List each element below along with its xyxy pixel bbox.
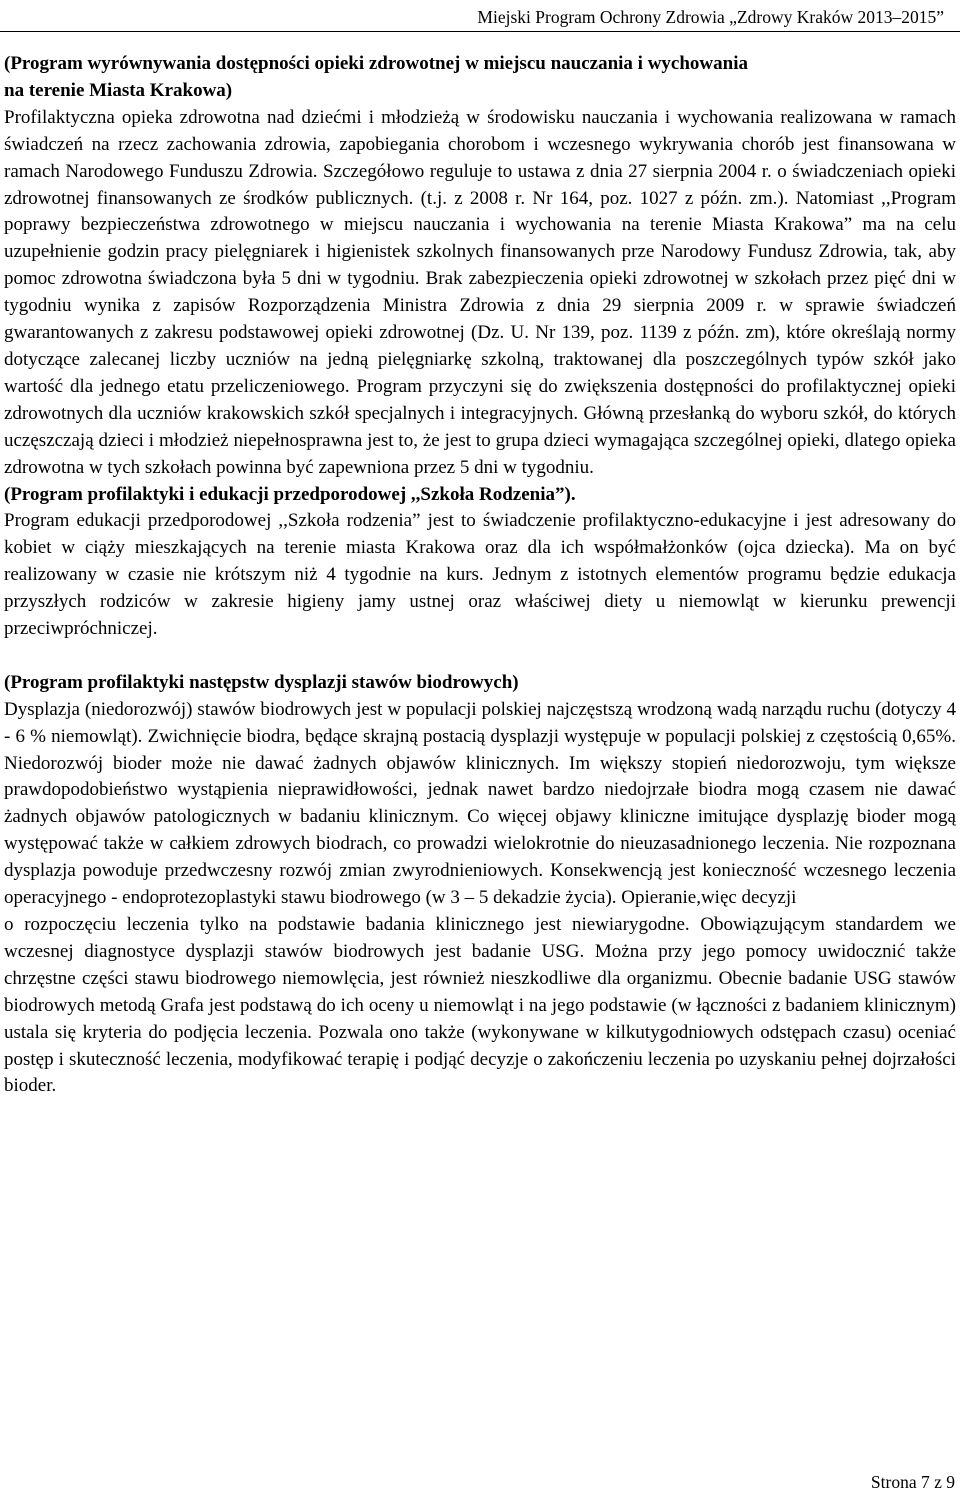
section-heading-line: na terenie Miasta Krakowa) [4, 79, 233, 101]
page-header [0, 6, 944, 28]
document-title: Miejski Program Ochrony Zdrowia „Zdrowy Kraków 2013–2015” [477, 7, 944, 27]
section-heading-line: (Program wyrównywania dostępności opieki zdrowotnej w miejscu nauczania i wychowania [4, 53, 748, 74]
section-paragraph: o rozpoczęciu leczenia tylko na podstawie badania klinicznego jest niewiarygodne. Obowiązującym standardem we wczesnej diagnostyce dysplazji stawów biodrowych jest badanie USG. Można przy jego pomocy uwidocznić także chrzęstne części stawu biodrowego niemowlęcia, jest również nieszkodliwe dla organizmu. Obecnie badanie USG stawów biodrowych metodą Grafa jest podstawą do ich oceny u niemowląt i na jego podstawie (w łączności z badaniem klinicznym) ustala się kryteria do podjęcia leczenia. Pozwala ono także (wykonywane w kilkutygodniowych odstępach czasu) oceniać postęp i skuteczność leczenia, modyfikować terapię i podjąć decyzje o zakończeniu leczenia po uzyskaniu pełnej dojrzałości bioder. [4, 913, 956, 1097]
section-heading-hip-dysplasia [4, 670, 956, 697]
section-heading-line: (Program profilaktyki następstw dysplazji stawów biodrowych) [4, 671, 519, 693]
section-heading-school-care [4, 51, 956, 105]
section-paragraph: Profilaktyczna opieka zdrowotna nad dziećmi i młodzieżą w środowisku nauczania i wychowania realizowana w ramach świadczeń na rzecz zachowania zdrowia, zapobiegania chorobom i wczesnego wykrywania chorób jest finansowana w ramach Narodowego Funduszu Zdrowia. Szczegółowo reguluje to ustawa z dnia 27 sierpnia 2004 r. o świadczeniach opieki zdrowotnej finansowanych ze środków publicznych. (t.j. z 2008 r. Nr 164, poz. 1027 z późn. zm.). Natomiast ,,Program poprawy bezpieczeństwa zdrowotnego w miejscu nauczania i wychowania na terenie Miasta Krakowa” ma na celu uzupełnienie godzin pracy pielęgniarek i higienistek szkolnych finansowanych prze Narodowy Fundusz Zdrowia, tak, aby pomoc zdrowotna świadczona była 5 dni w tygodniu. Brak zabezpieczenia opieki zdrowotnej w szkołach przez pięć dni w tygodniu wynika z zapisów Rozporządzenia Ministra Zdrowia z dnia 29 sierpnia 2009 r. w sprawie świadczeń gwarantowanych z zakresu podstawowej opieki zdrowotnej (Dz. U. Nr 139, poz. 1139 z późn. zm), które określają normy dotyczące zalecanej liczby uczniów na jedną pielęgniarkę szkolną, traktowanej dla poszczególnych typów szkół jako wartość dla jednego etatu przeliczeniowego. Program przyczyni się do zwiększenia dostępności do profilaktycznej opieki zdrowotnych dla uczniów krakowskich szkół specjalnych i integracyjnych. Główną przesłanką do wyboru szkół, do których uczęszczają dzieci i młodzież niepełnosprawna jest to, że jest to grupa dzieci wymagająca szczególnej opieki, dlatego opieka zdrowotna w tych szkołach powinna być zapewniona przez 5 dni w tygodniu. [4, 106, 956, 478]
page-footer [0, 1471, 955, 1493]
section-paragraph: Program edukacji przedporodowej ,,Szkoła rodzenia” jest to świadczenie profilaktyczno-edukacyjne i jest adresowany do kobiet w ciąży mieszkających na terenie miasta Krakowa oraz dla ich współmałżonków (ojca dziecka). Ma on być realizowany w czasie nie krótszym niż 4 tygodnie na kurs. Jednym z istotnych elementów programu będzie edukacja przyszłych rodziców w zakresie higieny jamy ustnej oraz właściwej diety u niemowląt w kierunku prewencji przeciwpróchniczej. [4, 510, 956, 640]
section-paragraph: Dysplazja (niedorozwój) stawów biodrowych jest w populacji polskiej najczęstszą wrodzoną wadą narządu ruchu (dotyczy 4 - 6 % niemowląt). Zwichnięcie biodra, będące skrajną postacią dysplazji występuje w populacji polskiej z częstością 0,65%. Niedorozwój bioder może nie dawać żadnych objawów klinicznych. Im większy stopień niedorozwoju, tym większe prawdopodobieństwo wystąpienia nieprawidłowości, jednak nawet bardzo niedojrzałe biodra mogą czasem nie dawać żadnych objawów patologicznych w badaniu klinicznym. Co więcej objawy kliniczne imitujące dysplazję bioder mogą występować także w całkiem zdrowych biodrach, co prowadzi wielokrotnie do nieuzasadnionego leczenia. Nie rozpoznana dysplazja powoduje przedwczesny rozwój zmian zwyrodnieniowych. Konsekwencją jest konieczność wczesnego leczenia operacyjnego - endoprotezoplastyki stawu biodrowego (w 3 – 5 dekadzie życia). Opieranie,więc decyzji [4, 698, 956, 909]
header-divider [0, 31, 960, 32]
section-heading-line: (Program profilaktyki i edukacji przedporodowej ,,Szkoła Rodzenia”). [4, 483, 576, 505]
page-number: Strona 7 z 9 [870, 1472, 955, 1492]
document-body [4, 51, 956, 1100]
section-heading-birth-school [4, 482, 956, 509]
